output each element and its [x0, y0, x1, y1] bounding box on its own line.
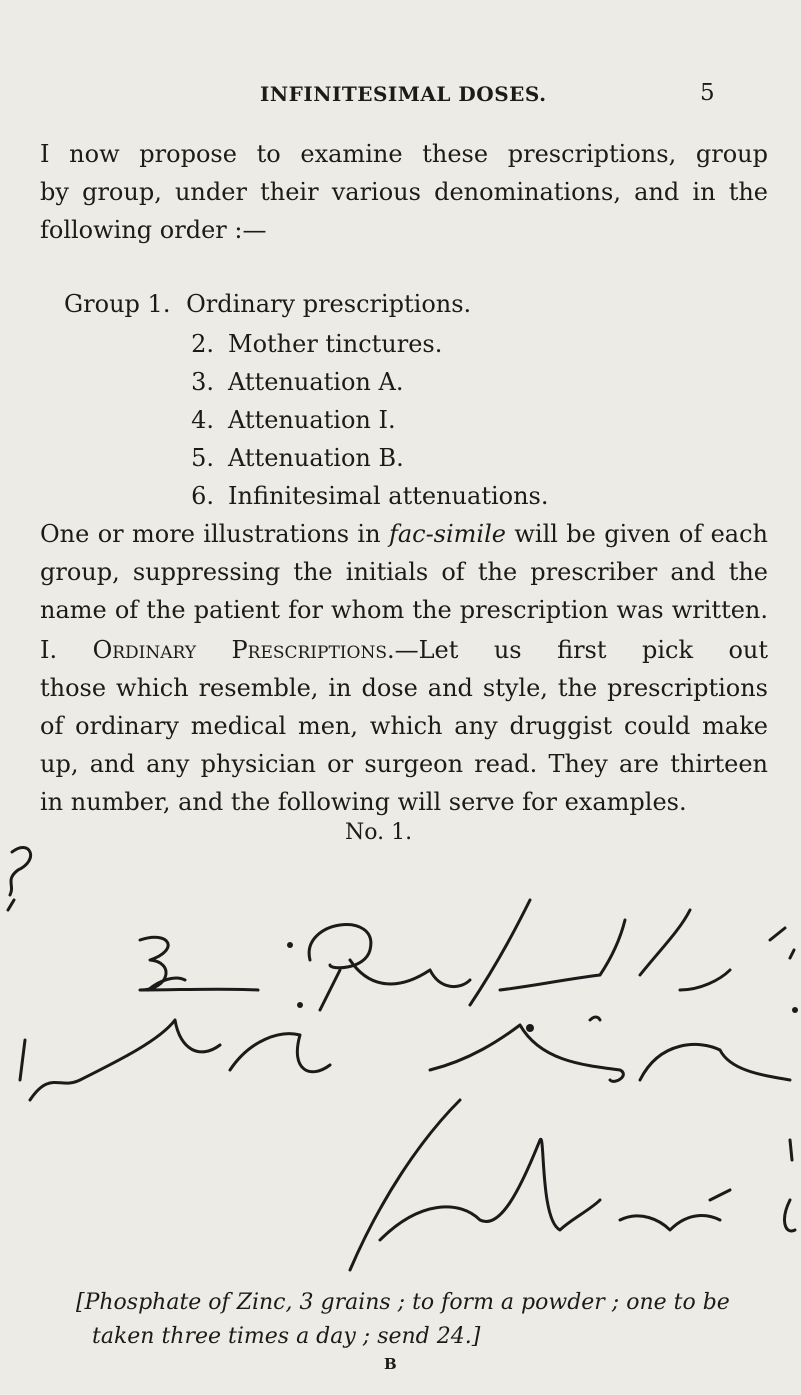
ink-stroke — [785, 1140, 795, 1231]
paragraph-line: up, and any physician or surgeon read. They are thirteen — [40, 750, 768, 778]
footnote-line: taken three times a day ; send 24.] — [92, 1324, 481, 1349]
ink-dot — [287, 942, 293, 948]
ink-stroke — [230, 1034, 330, 1072]
group-item — [172, 482, 548, 510]
intro-line: following order :— — [40, 216, 267, 244]
ink-stroke — [620, 1190, 730, 1230]
page-number: 5 — [700, 80, 715, 106]
handwritten-prescription-facsimile — [0, 840, 801, 1300]
group-number: 6. — [191, 482, 214, 510]
group-item — [172, 330, 442, 358]
text-run: —Let us first pick out — [394, 636, 769, 664]
intro-line: I now propose to examine these prescriptions, group — [40, 140, 768, 168]
ink-stroke — [350, 1100, 600, 1270]
ink-stroke — [770, 928, 794, 958]
section-heading: I. Ordinary Prescriptions. — [40, 636, 395, 664]
ink-stroke — [640, 910, 730, 990]
text-run: will be given of each — [505, 520, 769, 548]
ink-stroke — [20, 1020, 220, 1100]
ink-stroke — [10, 847, 31, 895]
ink-stroke — [470, 900, 625, 1005]
group-label: Infinitesimal attenuations. — [228, 482, 549, 510]
running-head: INFINITESIMAL DOSES. — [260, 82, 547, 106]
ink-stroke — [8, 900, 14, 910]
paragraph-line — [40, 520, 768, 548]
ink-stroke — [430, 1025, 623, 1081]
emphasis-fac-simile: fac-simile — [388, 520, 506, 548]
group-label: Attenuation A. — [228, 368, 404, 396]
paragraph-line — [40, 636, 768, 664]
group-label: Ordinary prescriptions. — [186, 290, 472, 318]
group-item — [172, 444, 404, 472]
paragraph-line: of ordinary medical men, which any druggist could make — [40, 712, 768, 740]
group-number: 4. — [191, 406, 214, 434]
group-item — [172, 368, 403, 396]
ink-dot — [297, 1002, 303, 1008]
text-run: One or more illustrations in — [40, 520, 389, 548]
ink-dot — [792, 1007, 798, 1013]
group-number: Group 1. — [64, 290, 171, 318]
group-label: Mother tinctures. — [228, 330, 443, 358]
group-number: 2. — [191, 330, 214, 358]
group-label: Attenuation B. — [228, 444, 404, 472]
group-number: 3. — [191, 368, 214, 396]
group-label: Attenuation I. — [228, 406, 396, 434]
group-item — [64, 290, 471, 318]
group-number: 5. — [191, 444, 214, 472]
paragraph-line: in number, and the following will serve for examples. — [40, 788, 687, 816]
ink-stroke — [590, 1017, 600, 1020]
group-item — [172, 406, 396, 434]
footnote-line: [Phosphate of Zinc, 3 grains ; to form a powder ; one to be — [76, 1290, 730, 1315]
example-caption: No. 1. — [345, 820, 413, 845]
ink-stroke — [640, 1044, 790, 1080]
paragraph-line: name of the patient for whom the prescription was written. — [40, 596, 768, 624]
intro-line: by group, under their various denominations, and in the — [40, 178, 768, 206]
ink-stroke — [309, 925, 470, 1010]
ink-dot — [526, 1024, 534, 1032]
signature-mark: B — [384, 1355, 397, 1373]
paragraph-line: group, suppressing the initials of the prescriber and the — [40, 558, 768, 586]
paragraph-line: those which resemble, in dose and style, the prescriptions — [40, 674, 768, 702]
